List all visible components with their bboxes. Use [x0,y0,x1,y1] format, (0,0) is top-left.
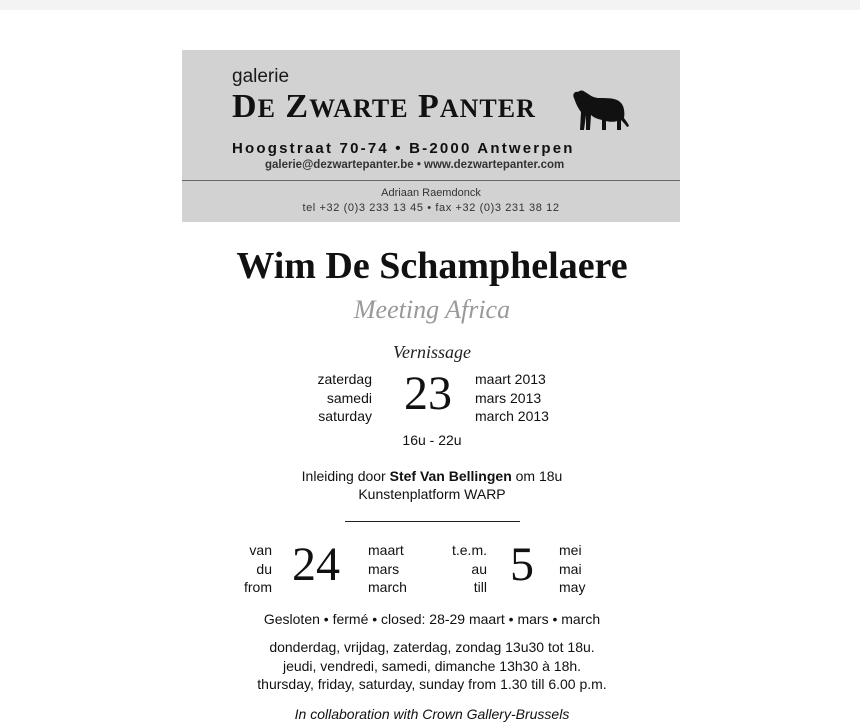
period-end-months [559,541,585,597]
period-from-words [244,541,272,597]
top-bar [0,0,860,10]
gallery-owner: Adriaan Raemdonck [381,187,481,199]
introduction-line [0,467,860,485]
gallery-address: Hoogstraat 70-74 • B-2000 Antwerpen [232,140,575,157]
introduction [0,467,860,503]
gallery-name-second: ZWARTE [285,88,409,125]
from-word-en: from [244,579,272,595]
opening-hours-nl: donderdag, vrijdag, zaterdag, zondag 13u30 tot 18u. [269,639,595,655]
introduction-suffix: om 18u [515,468,563,484]
end-month-fr: mai [559,560,582,577]
vernissage-days [318,370,372,426]
period-start-months [368,541,407,597]
vernissage-heading: Vernissage [393,342,471,362]
gallery-name [232,88,536,126]
gallery-web: galerie@dezwartepanter.be • www.dezwartepanter.com [265,159,565,171]
month-nl: maart 2013 [475,371,546,387]
vernissage-hours: 16u - 22u [402,432,462,448]
end-month-en: may [559,579,586,595]
month-en: march 2013 [475,408,549,424]
panther-icon [570,88,630,132]
collaboration-note: In collaboration with Crown Gallery-Brussels [294,706,570,722]
from-word-nl: van [249,542,272,558]
period-till-words [452,541,487,597]
day-fr: samedi [326,389,372,406]
exhibition-title: Meeting Africa [353,295,511,324]
day-nl: zaterdag [317,371,372,387]
start-month-en: march [368,579,407,595]
month-fr: mars 2013 [475,389,542,406]
till-word-nl: t.e.m. [451,542,487,558]
banner-divider [182,180,680,181]
introduction-speaker: Stef Van Bellingen [389,468,512,484]
gallery-label: galerie [232,66,290,87]
period-start-number: 24 [292,538,340,591]
from-word-fr: du [256,560,272,577]
till-word-en: till [473,579,487,595]
end-month-nl: mei [559,542,582,558]
separator-line [345,521,520,522]
gallery-name-first: DE [232,88,276,125]
introduction-venue: Kunstenplatform WARP [358,486,506,502]
artist-name: Wim De Schamphelaere [236,245,628,287]
start-month-fr: mars [368,560,400,577]
gallery-name-third: PANTER [418,88,536,125]
day-en: saturday [318,408,372,424]
opening-hours-fr: jeudi, vendredi, samedi, dimanche 13h30 à 18h. [282,657,582,674]
start-month-nl: maart [368,542,404,558]
gallery-header-banner [182,50,680,222]
opening-hours-en: thursday, friday, saturday, sunday from 1.30 till 6.00 p.m. [257,676,607,692]
introduction-prefix: Inleiding door [301,468,386,484]
vernissage-months [475,370,549,426]
closed-notice: Gesloten • fermé • closed: 28-29 maart • mars • march [263,611,601,627]
till-word-fr: au [471,560,487,577]
gallery-phone: tel +32 (0)3 233 13 45 • fax +32 (0)3 231 38 12 [302,202,560,214]
period-end-number: 5 [510,538,534,591]
opening-hours [0,638,860,694]
vernissage-day-number: 23 [404,367,452,420]
